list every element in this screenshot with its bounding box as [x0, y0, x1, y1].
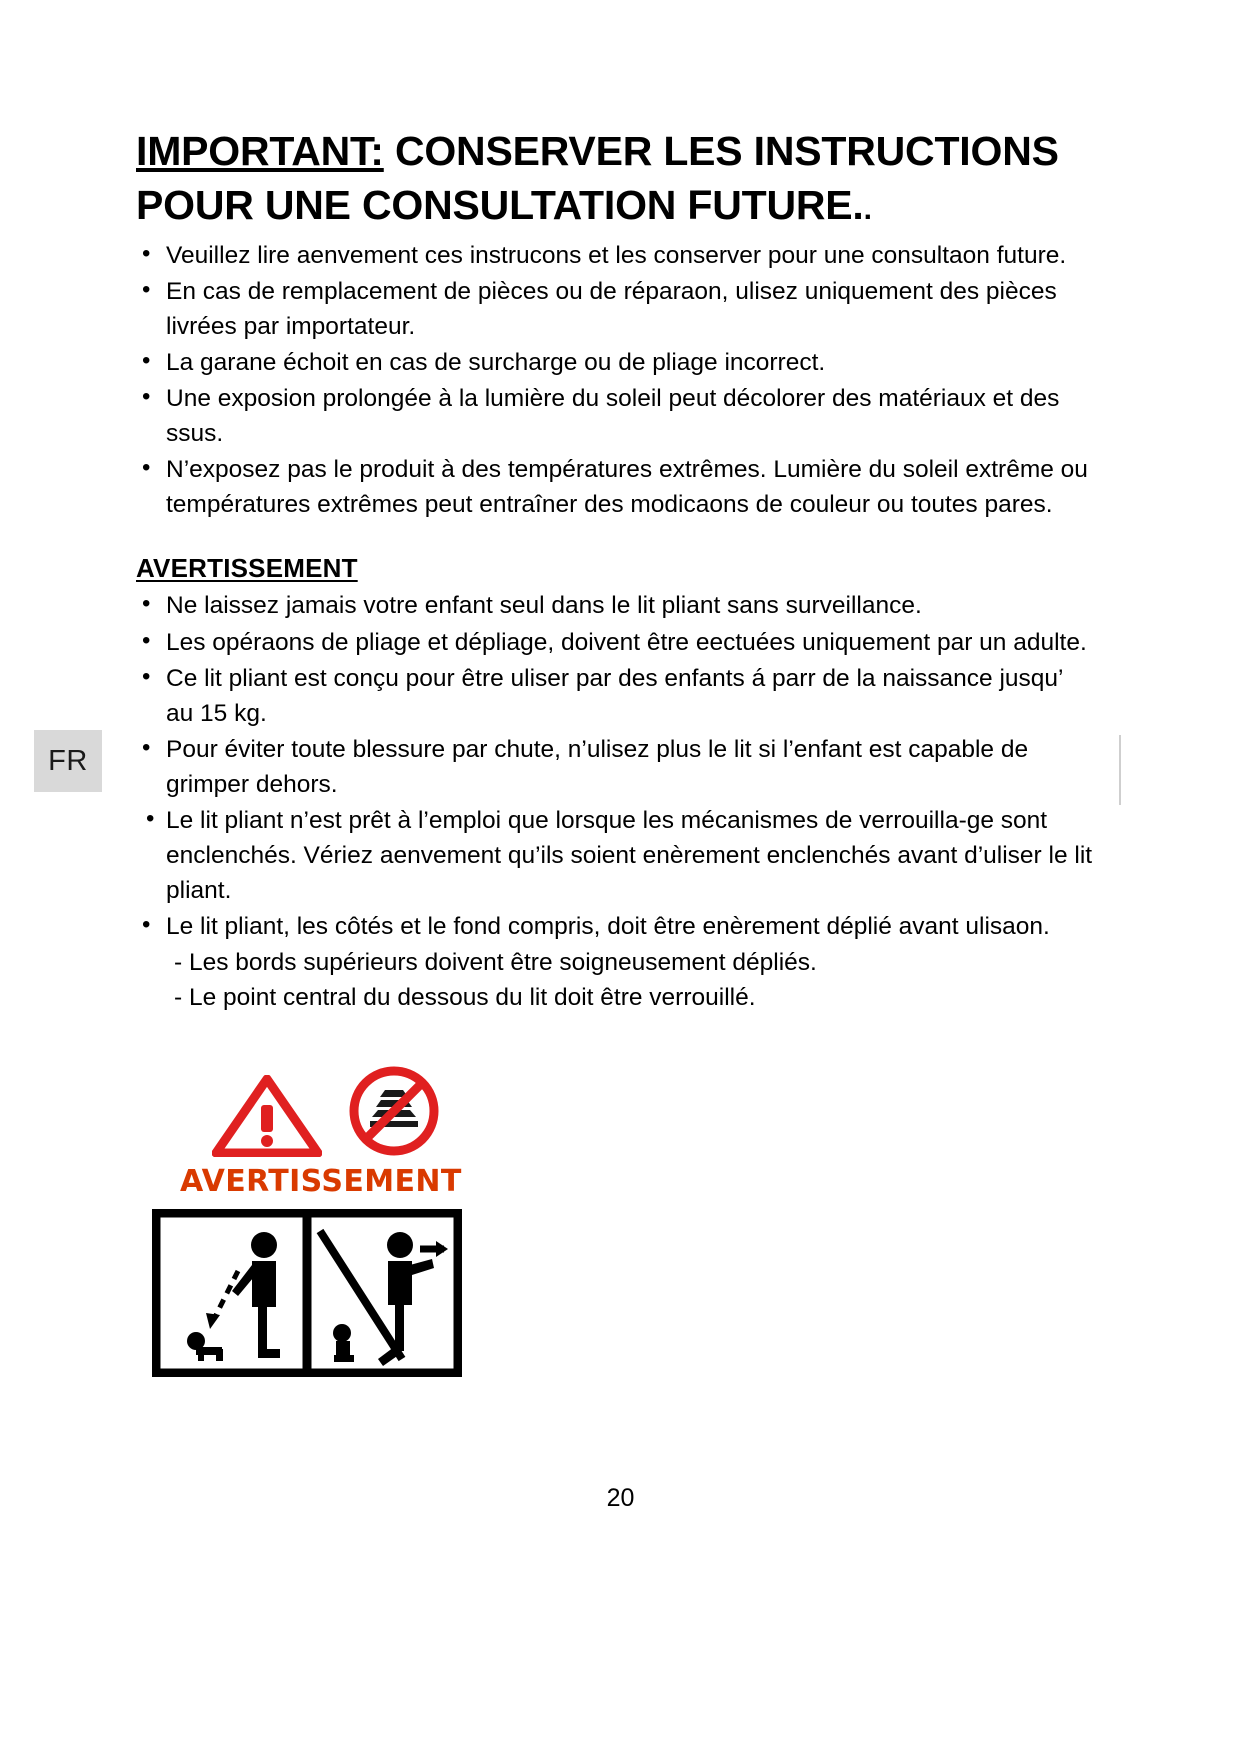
page-content	[136, 124, 1096, 1382]
list-item: • En cas de remplacement de pièces ou de réparaon, ulisez uniquement des pièces livrées par importateur.	[136, 274, 1096, 344]
list-item: • Le lit pliant, les côtés et le fond compris, doit être enèrement déplié avant ulisaon.	[136, 909, 1096, 944]
list-item: • N’exposez pas le produit à des températures extrêmes. Lumière du soleil extrême ou températures extrêmes peut entraîner des modicaons de couleur ou toutes pares.	[136, 452, 1096, 522]
sub-instruction: - Le point central du dessous du lit doit être verrouillé.	[174, 983, 756, 1011]
page-title-rest: CONSERVER LES INSTRUCTIONS POUR UNE CONSULTATION FUTURE.	[136, 128, 1059, 229]
list-item: • Ce lit pliant est conçu pour être uliser par des enfants á parr de la naissance jusqu’ au 15 kg.	[136, 661, 1096, 731]
list-item: • La garane échoit en cas de surcharge ou de pliage incorrect.	[136, 345, 1096, 380]
list-item: • Ne laissez jamais votre enfant seul dans le lit pliant sans surveillance.	[136, 588, 1096, 623]
list-item: • Pour éviter toute blessure par chute, n’ulisez plus le lit si l’enfant est capable de grimper dehors.	[136, 732, 1096, 802]
list-item: • Les opéraons de pliage et dépliage, doivent être eectuées uniquement par un adulte.	[136, 625, 1096, 660]
sub-instruction: - Les bords supérieurs doivent être soigneusement dépliés.	[174, 948, 817, 976]
pictogram-warning-label: AVERTISSEMENT	[180, 1163, 462, 1199]
page-title-underlined: IMPORTANT:	[136, 128, 384, 174]
list-item: • Une exposion prolongée à la lumière du soleil peut décolorer des matériaux et des ssus.	[136, 381, 1096, 451]
warning-symbols-row	[144, 1065, 1096, 1162]
section-spacer	[136, 523, 1096, 553]
page-title	[136, 124, 1096, 232]
page-number: 20	[606, 1484, 635, 1512]
language-tab-fr: FR	[34, 730, 102, 792]
warning-triangle-icon	[212, 1075, 322, 1162]
page-title-trailing-mark: .	[863, 193, 872, 227]
page-edge-rule	[1119, 735, 1121, 805]
no-stacking-prohibition-icon	[348, 1065, 440, 1162]
list-item: • Le lit pliant n’est prêt à l’emploi que lorsque les mécanismes de verrouilla-ge sont enclenchés. Vériez aenvement qu’ils soient enèrement enclenchés avant d’uliser le lit pliant.	[136, 803, 1096, 908]
pictogram-block	[136, 1065, 1096, 1382]
warning-bullet-list	[136, 588, 1096, 943]
pictogram-panels	[144, 1209, 1096, 1382]
warning-section-heading: AVERTISSEMENT	[136, 553, 358, 584]
list-item: • Veuillez lire aenvement ces instrucons et les conserver pour une consultaon future.	[136, 238, 1096, 273]
intro-bullet-list	[136, 238, 1096, 522]
